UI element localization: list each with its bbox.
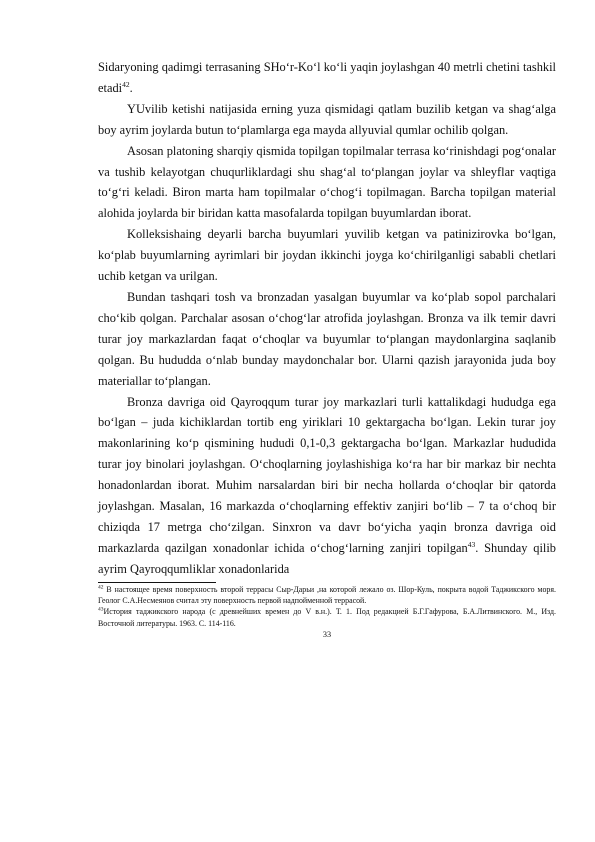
paragraph-2: YUvilib ketishi natijasida erning yuza qismidagi qatlam buzilib ketgan va shag‘alga boy ayrim joylarda butun to‘plamlarga ega mayda allyuvial qumlar ochilib qolgan. [98, 101, 556, 137]
page-number: 33 [322, 629, 332, 639]
paragraph-6: Bronza davriga oid Qayroqqum turar joy markazlari turli kattalikdagi hududga ega bo‘lgan – juda kichiklardan tortib eng yiriklari 10 gektargacha bo‘lgan. Lekin turar joy makonlarining ko‘p qismining hududi 0,1-0,3 gektargacha bo‘lgan. Markazlar hududida turar joy binolari joylashgan. O‘choqlarning joylashishiga ko‘ra har bir markaz bir nechta honadonlardan iborat. Muhim narsalardan biri bir necha hollarda o‘choqlar bir qatorda joylashgan. Masalan, 16 markazda o‘choqlarning effektiv zanjiri bo‘lib – 7 ta o‘choq bir chiziqda 17 metrga cho‘zilgan. Sinxron va davr bo‘yicha yaqin bronza davriga oid markazlarda qazilgan xonadonlar ichida o‘chog‘larning zanjiri topilgan$^{43}$. Shunday qilib ayrim Qayroqqumliklar xonadonlarida [98, 394, 556, 576]
footnote-separator [98, 582, 216, 583]
footnote-number: 42 [98, 584, 104, 591]
paragraph-3: Asosan platoning sharqiy qismida topilgan topilmalar terrasa ko‘rinishdagi pog‘onalar va tushib kelayotgan chuqurliklardagi shu shag‘al to‘plangan joylar va shleyflar vaqtiga to‘g‘ri keladi. Biron marta ham topilmalar o‘chog‘i topilmagan. Barcha topilgan material alohida joylarda bir biridan katta masofalarda topilgan buyumlardan iborat. [98, 143, 556, 221]
paragraph-1: Sidaryoning qadimgi terrasaning SHo‘r-Ko‘l ko‘li yaqin joylashgan 40 metrli chetini tashkil etadi$^{42}$. [98, 60, 556, 95]
footnote-43: $^{43}$История таджикского народа (с древнейших времен до V в.н.). Т. 1. Под редакцией Б.Г.Гафурова, Б.А.Литвинского. М., Изд. Восточной литературы. 1963. С. 114-116. [98, 606, 556, 628]
footnote-ref-42[interactable]: 42 [122, 79, 130, 89]
paragraph-5: Bundan tashqari tosh va bronzadan yasalgan buyumlar va ko‘plab sopol parchalari cho‘kib qolgan. Parchalar asosan o‘chog‘lar atrofida joylashgan. Bronza va ilk temir davri turar joy markazlardan faqat o‘choqlar va buyumlar to‘plangan maydonlargina saqlanib qolgan. Bu hududda o‘nlab bunday maydonchalar bor. Ularni qazish jarayonida juda boy materiallar to‘plangan. [98, 289, 556, 388]
footnote-number: 43 [98, 606, 104, 613]
paragraph-4: Kolleksishaing deyarli barcha buyumlari yuvilib ketgan va patinizirovka bo‘lgan, ko‘plab buyumlarning ayrimlari bir joydan ikkinchi joyga ko‘chirilganligi sababli chetlari uchib ketgan va urilgan. [98, 227, 556, 284]
document-page [98, 57, 556, 640]
footnote-ref-43[interactable]: 43 [467, 539, 476, 549]
footnote-42: $^{42}$ В настоящее время поверхность второй террасы Сыр-Дарьи ,на которой лежало оз. Шор-Куль, покрыта водой Таджикского моря. Геолог С.А.Несмеянов считал эту поверхность первой надпойменной террасой. [98, 584, 556, 605]
